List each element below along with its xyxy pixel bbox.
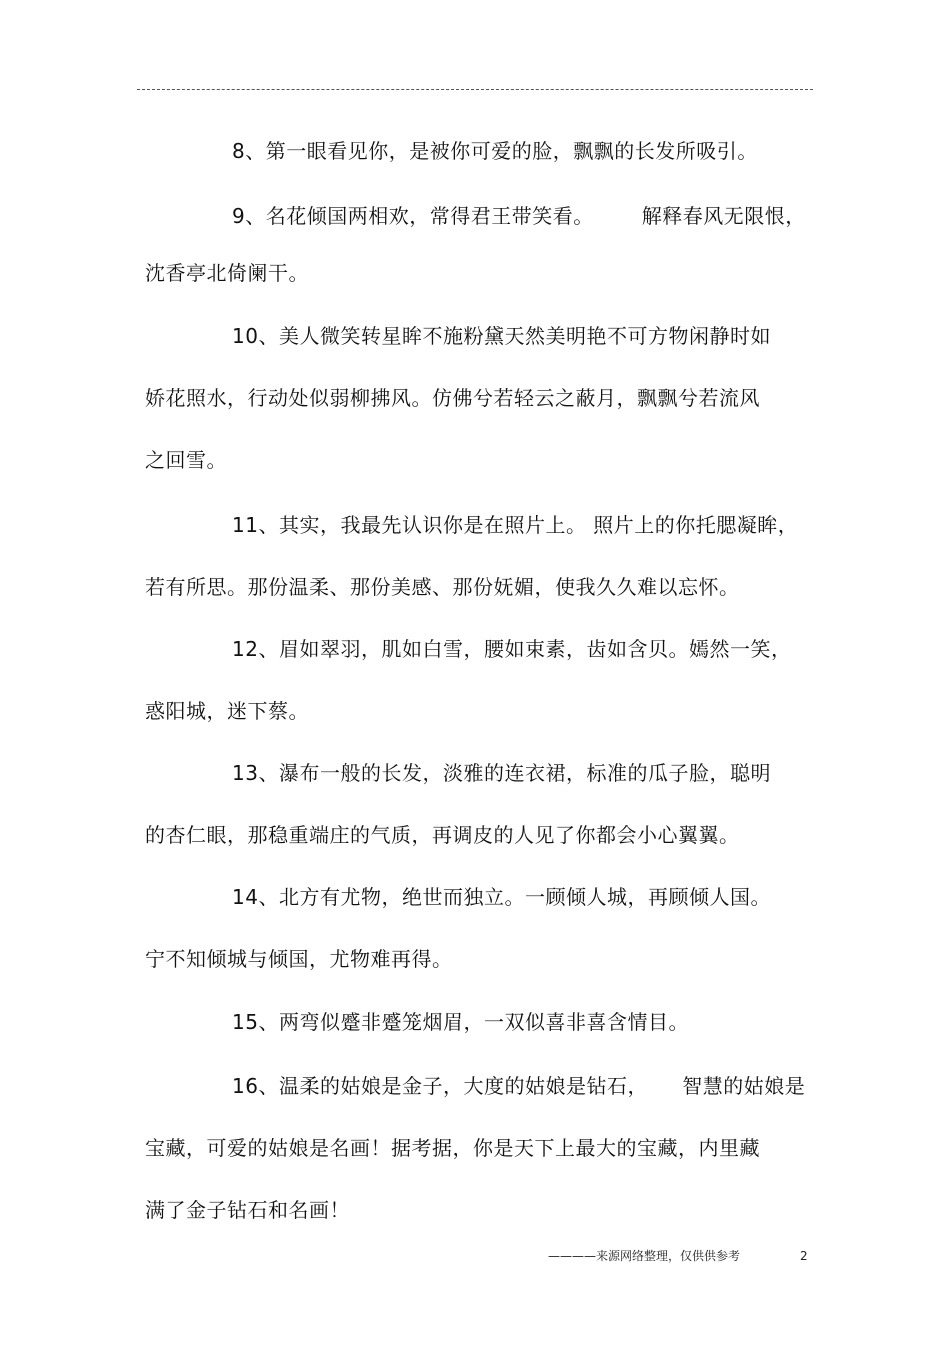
paragraph-15-line-1: 15、两弯似蹙非蹙笼烟眉，一双似喜非喜含情目。: [232, 1010, 689, 1034]
paragraph-10-line-1: 10、美人微笑转星眸不施粉黛天然美明艳不可方物闲静时如: [232, 324, 771, 348]
paragraph-13-line-1: 13、瀑布一般的长发，淡雅的连衣裙，标准的瓜子脸，聪明: [232, 761, 771, 785]
paragraph-16-line-2: 宝藏，可爱的姑娘是名画！据考据，你是天下上最大的宝藏，内里藏: [145, 1136, 760, 1160]
paragraph-16-line-3: 满了金子钻石和名画！: [145, 1198, 350, 1222]
paragraph-9-line-2: 沈香亭北倚阑干。: [145, 261, 309, 285]
paragraph-14-line-1: 14、北方有尤物，绝世而独立。一顾倾人城，再顾倾人国。: [232, 885, 771, 909]
paragraph-8-line-1: 8、第一眼看见你，是被你可爱的脸，飘飘的长发所吸引。: [232, 139, 758, 163]
paragraph-10-line-2: 娇花照水，行动处似弱柳拂风。仿佛兮若轻云之蔽月，飘飘兮若流风: [145, 386, 760, 410]
paragraph-14-line-2: 宁不知倾城与倾国，尤物难再得。: [145, 947, 453, 971]
paragraph-11-line-2: 若有所思。那份温柔、那份美感、那份妩媚，使我久久难以忘怀。: [145, 575, 740, 599]
page-number: 2: [800, 1249, 808, 1263]
paragraph-9-line-1: 9、名花倾国两相欢，常得君王带笑看。 解释春风无限恨，: [232, 204, 806, 228]
paragraph-12-line-1: 12、眉如翠羽，肌如白雪，腰如束素，齿如含贝。嫣然一笑，: [232, 637, 792, 661]
header-divider: [137, 89, 813, 90]
paragraph-10-line-3: 之回雪。: [145, 448, 227, 472]
footer-source-note: ————来源网络整理，仅供供参考: [548, 1249, 741, 1263]
paragraph-13-line-2: 的杏仁眼，那稳重端庄的气质，再调皮的人见了你都会小心翼翼。: [145, 823, 740, 847]
paragraph-11-line-1: 11、其实，我最先认识你是在照片上。 照片上的你托腮凝眸，: [232, 513, 799, 537]
paragraph-16-line-1: 16、温柔的姑娘是金子，大度的姑娘是钻石， 智慧的姑娘是: [232, 1074, 806, 1098]
paragraph-12-line-2: 惑阳城，迷下蔡。: [145, 699, 309, 723]
